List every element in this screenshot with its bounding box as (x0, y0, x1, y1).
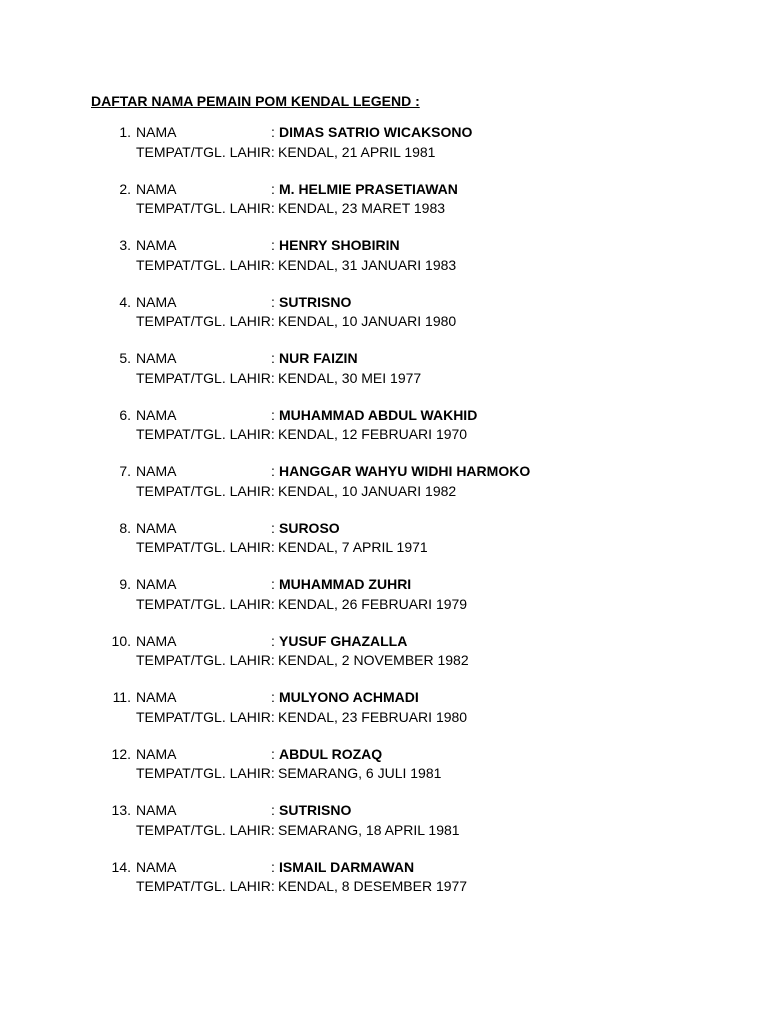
name-label: NAMA (136, 293, 177, 310)
birth-info: KENDAL, 2 NOVEMBER 1982 (278, 652, 469, 668)
birth-info: KENDAL, 21 APRIL 1981 (278, 143, 436, 160)
name-separator: : (271, 237, 275, 253)
player-name: MUHAMMAD ABDUL WAKHID (279, 406, 478, 423)
birth-info: KENDAL, 10 JANUARI 1980 (278, 313, 457, 329)
player-name: SUTRISNO (279, 293, 352, 310)
list-item (0, 236, 768, 293)
player-name: DIMAS SATRIO WICAKSONO (279, 124, 473, 140)
name-label: NAMA (136, 406, 177, 423)
name-separator: : (271, 463, 275, 479)
name-label: NAMA (136, 124, 177, 140)
birth-info: KENDAL, 31 JANUARI 1983 (278, 256, 457, 273)
name-label: NAMA (136, 745, 177, 762)
birth-info: KENDAL, 10 JANUARI 1982 (278, 482, 457, 499)
item-number: 5. (119, 350, 131, 366)
list-item (0, 801, 768, 858)
name-label: NAMA (136, 632, 177, 649)
name-label: NAMA (136, 689, 177, 705)
name-separator: : (271, 124, 275, 140)
item-number: 9. (119, 576, 131, 592)
player-name: SUROSO (279, 519, 340, 536)
item-number: 1. (119, 124, 131, 140)
item-number: 11. (112, 689, 131, 705)
item-number: 12. (111, 745, 131, 762)
birth-label: TEMPAT/TGL. LAHIR: (136, 652, 275, 668)
name-separator: : (271, 745, 275, 762)
birth-label: TEMPAT/TGL. LAHIR: (136, 878, 275, 894)
name-label: NAMA (136, 576, 177, 592)
name-separator: : (271, 180, 275, 197)
birth-info: KENDAL, 8 DESEMBER 1977 (278, 878, 468, 894)
birth-info: KENDAL, 12 FEBRUARI 1970 (278, 426, 468, 442)
birth-label: TEMPAT/TGL. LAHIR: (136, 256, 275, 273)
name-label: NAMA (136, 180, 177, 197)
name-label: NAMA (136, 237, 177, 253)
name-label: NAMA (136, 519, 177, 536)
list-item (0, 406, 768, 463)
player-name: ABDUL ROZAQ (279, 745, 383, 762)
birth-label: TEMPAT/TGL. LAHIR: (136, 708, 275, 725)
player-name: YUSUF GHAZALLA (279, 632, 408, 649)
list-item (0, 293, 768, 350)
item-number: 4. (119, 293, 131, 310)
player-name: MUHAMMAD ZUHRI (279, 576, 412, 592)
name-separator: : (271, 858, 275, 875)
player-name: HANGGAR WAHYU WIDHI HARMOKO (279, 463, 531, 479)
birth-info: KENDAL, 23 FEBRUARI 1980 (278, 708, 468, 725)
item-number: 13. (111, 802, 131, 818)
player-name: M. HELMIE PRASETIAWAN (279, 180, 458, 197)
player-name: HENRY SHOBIRIN (279, 237, 400, 253)
birth-label: TEMPAT/TGL. LAHIR: (136, 595, 275, 612)
list-item (0, 632, 768, 689)
birth-label: TEMPAT/TGL. LAHIR: (136, 482, 275, 499)
name-separator: : (271, 519, 275, 536)
list-item (0, 858, 768, 915)
name-separator: : (271, 576, 275, 592)
birth-info: SEMARANG, 18 APRIL 1981 (278, 821, 460, 838)
name-label: NAMA (136, 802, 177, 818)
item-number: 10. (111, 632, 131, 649)
list-item (0, 575, 768, 632)
document-title: DAFTAR NAMA PEMAIN POM KENDAL LEGEND : (91, 93, 420, 109)
list-item (0, 519, 768, 576)
player-name: MULYONO ACHMADI (279, 689, 419, 705)
name-separator: : (271, 632, 275, 649)
list-item (0, 123, 768, 180)
list-item (0, 745, 768, 802)
birth-info: KENDAL, 23 MARET 1983 (278, 200, 446, 216)
name-label: NAMA (136, 463, 177, 479)
birth-info: KENDAL, 30 MEI 1977 (278, 369, 422, 386)
birth-label: TEMPAT/TGL. LAHIR: (136, 539, 275, 555)
birth-label: TEMPAT/TGL. LAHIR: (136, 369, 275, 386)
item-number: 6. (119, 406, 131, 423)
player-list (0, 123, 768, 914)
birth-info: KENDAL, 26 FEBRUARI 1979 (278, 595, 468, 612)
birth-label: TEMPAT/TGL. LAHIR: (136, 143, 275, 160)
list-item (0, 349, 768, 406)
item-number: 7. (119, 463, 131, 479)
birth-label: TEMPAT/TGL. LAHIR: (136, 313, 275, 329)
list-item (0, 688, 768, 745)
item-number: 3. (119, 237, 131, 253)
player-name: ISMAIL DARMAWAN (279, 858, 415, 875)
name-separator: : (271, 802, 275, 818)
name-separator: : (271, 293, 275, 310)
name-label: NAMA (136, 858, 177, 875)
birth-label: TEMPAT/TGL. LAHIR: (136, 821, 275, 838)
list-item (0, 180, 768, 237)
name-separator: : (271, 689, 275, 705)
birth-label: TEMPAT/TGL. LAHIR: (136, 426, 275, 442)
name-separator: : (271, 350, 275, 366)
item-number: 2. (119, 180, 131, 197)
item-number: 8. (119, 519, 131, 536)
player-name: SUTRISNO (279, 802, 352, 818)
item-number: 14. (111, 858, 131, 875)
birth-label: TEMPAT/TGL. LAHIR: (136, 200, 275, 216)
name-separator: : (271, 406, 275, 423)
birth-info: SEMARANG, 6 JULI 1981 (278, 765, 442, 781)
player-name: NUR FAIZIN (279, 350, 358, 366)
birth-info: KENDAL, 7 APRIL 1971 (278, 539, 428, 555)
name-label: NAMA (136, 350, 177, 366)
birth-label: TEMPAT/TGL. LAHIR: (136, 765, 275, 781)
list-item (0, 462, 768, 519)
